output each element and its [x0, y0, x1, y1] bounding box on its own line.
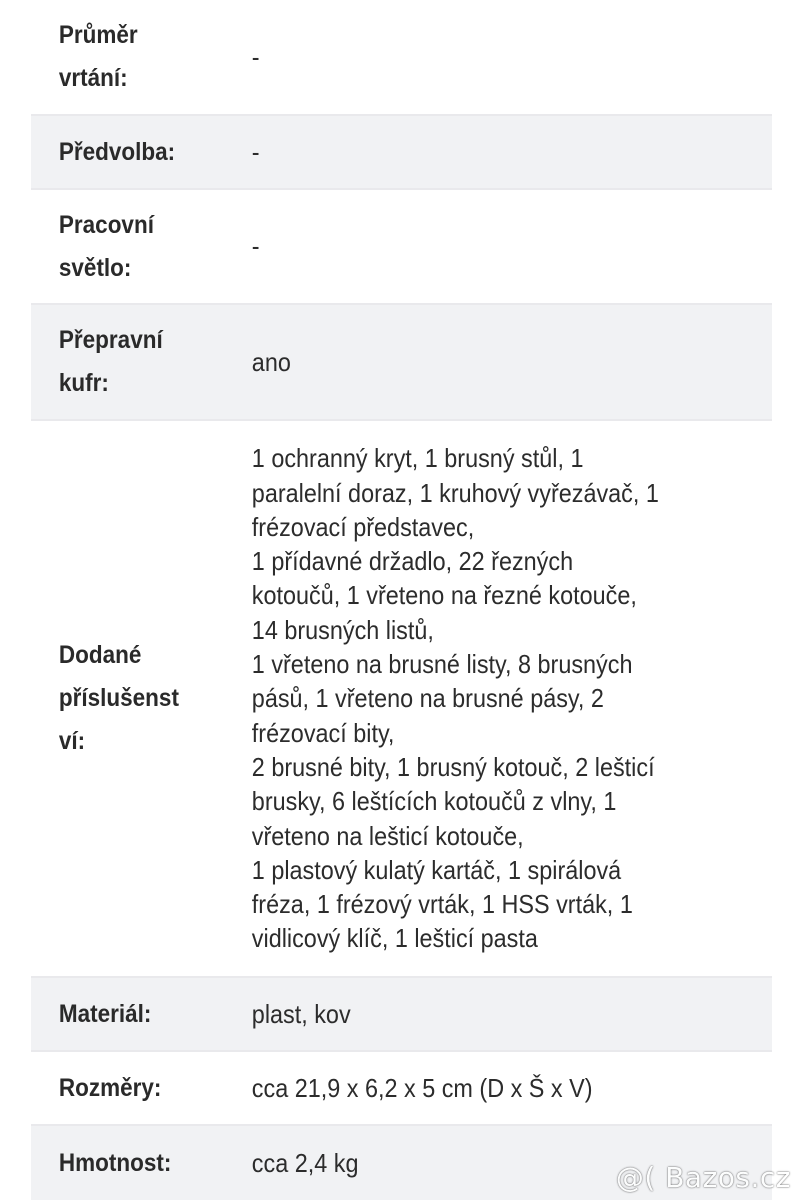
spec-table [31, 0, 772, 1200]
spec-label-line: Předvolba: [58, 137, 176, 166]
spec-label [31, 131, 204, 174]
spec-row-predvolba [31, 116, 772, 190]
spec-value-line: vřeteno na lešticí kotouče, [251, 820, 524, 851]
bazos-watermark: @( Bazos.cz [615, 1161, 791, 1194]
spec-value-line: pásů, 1 vřeteno na brusné pásy, 2 [251, 683, 604, 714]
spec-label [31, 204, 204, 290]
spec-label-line: Průměr [58, 21, 138, 49]
spec-label [31, 1067, 204, 1110]
spec-value-line: - [251, 136, 260, 167]
spec-label-line: Rozměry: [58, 1073, 162, 1102]
spec-label-line: ví: [58, 727, 86, 755]
spec-value-line: ano [251, 346, 291, 377]
spec-label-line: Pracovní [58, 210, 154, 239]
spec-label [31, 14, 204, 100]
spec-value-line: cca 2,4 kg [251, 1147, 359, 1178]
spec-value [223, 441, 717, 955]
spec-value-line: plast, kov [251, 998, 351, 1029]
spec-row-rozmery [31, 1052, 772, 1126]
spec-label-line: kufr: [58, 369, 109, 397]
spec-value-line: 1 přídavné držadlo, 22 řezných [251, 546, 574, 577]
spec-value-line: frézovací představec, [251, 511, 475, 542]
spec-label [31, 319, 204, 405]
spec-value-line: - [251, 231, 260, 262]
spec-value-line: paralelní doraz, 1 kruhový vyřezávač, 1 [251, 477, 659, 508]
spec-value-line: 14 brusných listů, [251, 614, 434, 645]
spec-value-line: 1 vřeteno na brusné listy, 8 brusných [251, 649, 633, 680]
spec-value-line: frézovací bity, [251, 717, 395, 748]
spec-value-line: kotoučů, 1 vřeteno na řezné kotouče, [251, 580, 637, 611]
spec-label-line: příslušenst [58, 684, 179, 712]
spec-row-prumer-vrtani [31, 0, 772, 116]
spec-value-line: 1 ochranný kryt, 1 brusný stůl, 1 [251, 443, 584, 474]
spec-value-line: 2 brusné bity, 1 brusný kotouč, 2 lešticí [251, 751, 655, 782]
spec-label-line: Materiál: [58, 999, 152, 1028]
spec-label-line: Hmotnost: [58, 1148, 172, 1177]
spec-label-line: Přepravní [58, 326, 163, 354]
spec-label-line: vrtání: [58, 64, 128, 92]
spec-label [31, 1142, 204, 1185]
spec-value-line: 1 plastový kulatý kartáč, 1 spirálová [251, 854, 622, 885]
spec-row-dodane-prislusenstvi [31, 421, 772, 978]
spec-value-line: - [251, 41, 260, 72]
spec-value [223, 135, 717, 169]
spec-label [31, 993, 204, 1036]
spec-row-prepravni-kufr [31, 305, 772, 421]
spec-value [223, 997, 717, 1031]
spec-value [223, 229, 717, 263]
spec-value-line: cca 21,9 x 6,2 x 5 cm (D x Š x V) [251, 1072, 593, 1103]
spec-value [223, 40, 717, 74]
spec-row-pracovni-svetlo [31, 190, 772, 305]
spec-value-line: fréza, 1 frézový vrták, 1 HSS vrták, 1 [251, 889, 633, 920]
spec-value [223, 1071, 717, 1105]
spec-label-line: Dodané [58, 641, 142, 669]
spec-label-line: světlo: [58, 253, 132, 282]
spec-value-line: vidlicový klíč, 1 lešticí pasta [251, 923, 538, 954]
spec-row-material [31, 978, 772, 1052]
spec-label [31, 634, 204, 763]
spec-value-line: brusky, 6 leštících kotoučů z vlny, 1 [251, 786, 617, 817]
spec-value [223, 345, 717, 379]
